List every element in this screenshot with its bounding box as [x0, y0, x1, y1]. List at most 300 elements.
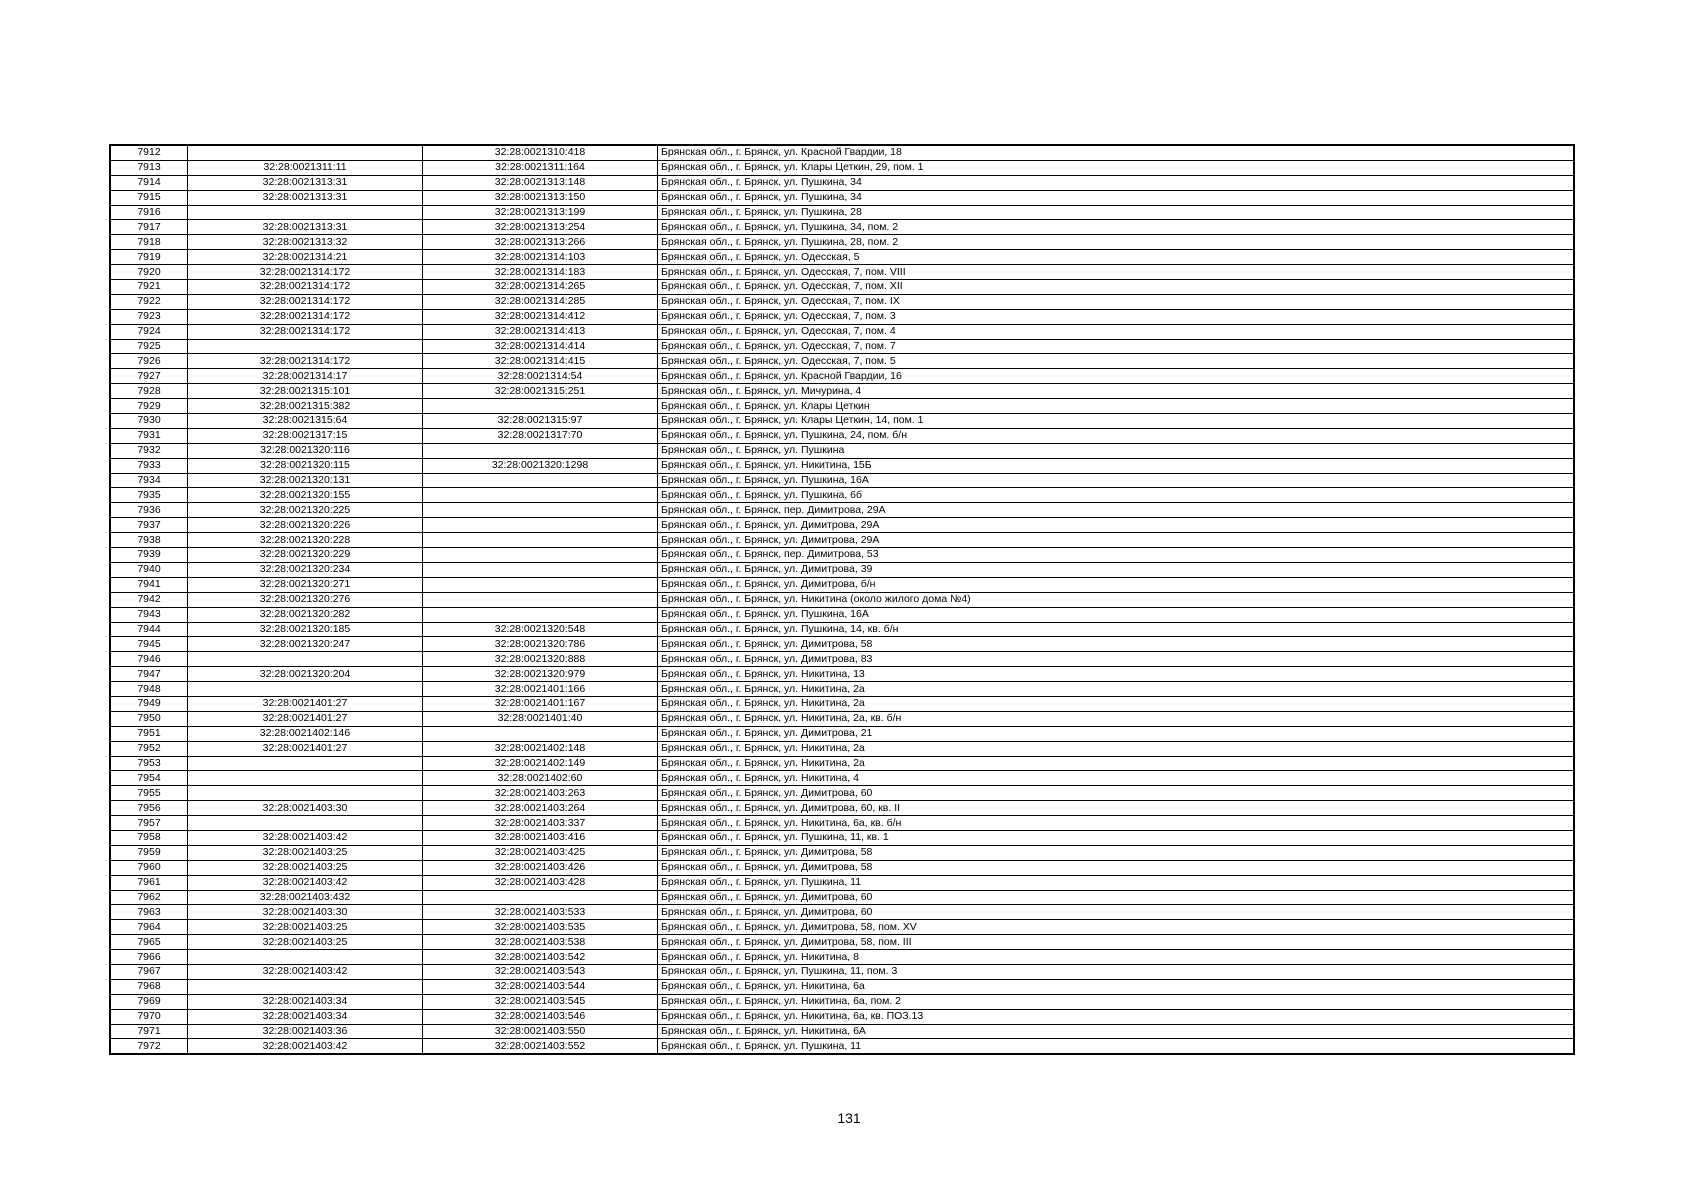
parent-cadastral-number: 32:28:0021403:34	[188, 994, 423, 1009]
parent-cadastral-number: 32:28:0021311:11	[188, 160, 423, 175]
address: Брянская обл., г. Брянск, ул. Пушкина	[658, 443, 1575, 458]
address: Брянская обл., г. Брянск, ул. Димитрова, 58	[658, 845, 1575, 860]
parent-cadastral-number: 32:28:0021320:155	[188, 488, 423, 503]
table-row	[110, 637, 1574, 652]
cadastral-number: 32:28:0021314:265	[423, 280, 658, 295]
address: Брянская обл., г. Брянск, ул. Пушкина, 11	[658, 875, 1575, 890]
row-number: 7949	[110, 696, 188, 711]
cadastral-number: 32:28:0021403:337	[423, 816, 658, 831]
parent-cadastral-number	[188, 816, 423, 831]
table-row	[110, 160, 1574, 175]
table-row	[110, 771, 1574, 786]
table-row	[110, 905, 1574, 920]
parent-cadastral-number: 32:28:0021403:25	[188, 920, 423, 935]
row-number: 7930	[110, 414, 188, 429]
row-number: 7931	[110, 428, 188, 443]
address: Брянская обл., г. Брянск, ул. Никитина, 6а, пом. 2	[658, 994, 1575, 1009]
parent-cadastral-number	[188, 771, 423, 786]
cadastral-number	[423, 592, 658, 607]
cadastral-number: 32:28:0021403:533	[423, 905, 658, 920]
parent-cadastral-number: 32:28:0021320:229	[188, 548, 423, 563]
address: Брянская обл., г. Брянск, ул. Пушкина, 11, пом. 3	[658, 964, 1575, 979]
cadastral-number: 32:28:0021403:546	[423, 1009, 658, 1024]
row-number: 7927	[110, 369, 188, 384]
row-number: 7955	[110, 786, 188, 801]
table-row	[110, 726, 1574, 741]
cadastral-number: 32:28:0021314:414	[423, 339, 658, 354]
cadastral-number: 32:28:0021313:150	[423, 190, 658, 205]
address: Брянская обл., г. Брянск, ул. Красной Гвардии, 18	[658, 145, 1575, 160]
cadastral-number: 32:28:0021403:543	[423, 964, 658, 979]
row-number: 7919	[110, 250, 188, 265]
table-row	[110, 935, 1574, 950]
address: Брянская обл., г. Брянск, ул. Никитина, 15Б	[658, 458, 1575, 473]
address: Брянская обл., г. Брянск, ул. Пушкина, 34, пом. 2	[658, 220, 1575, 235]
row-number: 7940	[110, 562, 188, 577]
address: Брянская обл., г. Брянск, ул. Димитрова, 60	[658, 905, 1575, 920]
row-number: 7964	[110, 920, 188, 935]
table-row	[110, 488, 1574, 503]
row-number: 7948	[110, 682, 188, 697]
address: Брянская обл., г. Брянск, ул. Димитрова, 29А	[658, 533, 1575, 548]
parent-cadastral-number: 32:28:0021313:31	[188, 175, 423, 190]
address: Брянская обл., г. Брянск, ул. Димитрова, 58, пом. III	[658, 935, 1575, 950]
table-row	[110, 562, 1574, 577]
address: Брянская обл., г. Брянск, ул. Димитрова, 58	[658, 637, 1575, 652]
address: Брянская обл., г. Брянск, ул. Никитина, 13	[658, 667, 1575, 682]
cadastral-number: 32:28:0021314:285	[423, 294, 658, 309]
address: Брянская обл., г. Брянск, ул. Пушкина, 34	[658, 190, 1575, 205]
parent-cadastral-number: 32:28:0021403:42	[188, 830, 423, 845]
table-row	[110, 622, 1574, 637]
parent-cadastral-number: 32:28:0021403:36	[188, 1024, 423, 1039]
table-row	[110, 369, 1574, 384]
row-number: 7936	[110, 503, 188, 518]
row-number: 7967	[110, 964, 188, 979]
parent-cadastral-number: 32:28:0021320:185	[188, 622, 423, 637]
cadastral-number: 32:28:0021314:413	[423, 324, 658, 339]
row-number: 7970	[110, 1009, 188, 1024]
parent-cadastral-number: 32:28:0021314:172	[188, 265, 423, 280]
parent-cadastral-number	[188, 205, 423, 220]
table-row	[110, 875, 1574, 890]
row-number: 7921	[110, 280, 188, 295]
address: Брянская обл., г. Брянск, пер. Димитрова, 53	[658, 548, 1575, 563]
table-row	[110, 890, 1574, 905]
address: Брянская обл., г. Брянск, ул. Никитина, 6а	[658, 979, 1575, 994]
parent-cadastral-number: 32:28:0021314:172	[188, 324, 423, 339]
parent-cadastral-number	[188, 682, 423, 697]
parent-cadastral-number: 32:28:0021315:101	[188, 384, 423, 399]
address: Брянская обл., г. Брянск, ул. Димитрова, б/н	[658, 577, 1575, 592]
row-number: 7916	[110, 205, 188, 220]
cadastral-number: 32:28:0021315:97	[423, 414, 658, 429]
parent-cadastral-number	[188, 756, 423, 771]
address: Брянская обл., г. Брянск, ул. Димитрова, 58, пом. XV	[658, 920, 1575, 935]
table-row	[110, 607, 1574, 622]
parent-cadastral-number	[188, 339, 423, 354]
table-row	[110, 399, 1574, 414]
address: Брянская обл., г. Брянск, ул. Одесская, 7, пом. 5	[658, 354, 1575, 369]
cadastral-number: 32:28:0021314:412	[423, 309, 658, 324]
address: Брянская обл., г. Брянск, ул. Одесская, 5	[658, 250, 1575, 265]
table-row	[110, 265, 1574, 280]
address: Брянская обл., г. Брянск, ул. Никитина, 2а	[658, 682, 1575, 697]
row-number: 7915	[110, 190, 188, 205]
cadastral-number	[423, 562, 658, 577]
parent-cadastral-number: 32:28:0021320:271	[188, 577, 423, 592]
address: Брянская обл., г. Брянск, ул. Пушкина, 28	[658, 205, 1575, 220]
address: Брянская обл., г. Брянск, ул. Никитина, 2а	[658, 741, 1575, 756]
cadastral-number: 32:28:0021403:550	[423, 1024, 658, 1039]
table-row	[110, 667, 1574, 682]
address: Брянская обл., г. Брянск, ул. Димитрова, 58	[658, 860, 1575, 875]
parent-cadastral-number: 32:28:0021403:42	[188, 1039, 423, 1054]
cadastral-number: 32:28:0021403:428	[423, 875, 658, 890]
row-number: 7963	[110, 905, 188, 920]
parent-cadastral-number: 32:28:0021320:115	[188, 458, 423, 473]
parent-cadastral-number: 32:28:0021320:228	[188, 533, 423, 548]
table-row	[110, 652, 1574, 667]
row-number: 7957	[110, 816, 188, 831]
cadastral-number: 32:28:0021403:542	[423, 950, 658, 965]
table-row	[110, 384, 1574, 399]
parent-cadastral-number: 32:28:0021403:25	[188, 860, 423, 875]
cadastral-number	[423, 548, 658, 563]
table-row	[110, 458, 1574, 473]
parent-cadastral-number: 32:28:0021313:32	[188, 235, 423, 250]
row-number: 7952	[110, 741, 188, 756]
table-row	[110, 235, 1574, 250]
row-number: 7934	[110, 473, 188, 488]
cadastral-number: 32:28:0021317:70	[423, 428, 658, 443]
address: Брянская обл., г. Брянск, пер. Димитрова, 29А	[658, 503, 1575, 518]
parent-cadastral-number: 32:28:0021314:17	[188, 369, 423, 384]
cadastral-number: 32:28:0021403:538	[423, 935, 658, 950]
table-row	[110, 309, 1574, 324]
cadastral-number	[423, 503, 658, 518]
table-row	[110, 592, 1574, 607]
cadastral-number: 32:28:0021320:888	[423, 652, 658, 667]
address: Брянская обл., г. Брянск, ул. Никитина (около жилого дома №4)	[658, 592, 1575, 607]
address: Брянская обл., г. Брянск, ул. Никитина, 4	[658, 771, 1575, 786]
row-number: 7962	[110, 890, 188, 905]
address: Брянская обл., г. Брянск, ул. Одесская, 7, пом. 3	[658, 309, 1575, 324]
table-row	[110, 830, 1574, 845]
parent-cadastral-number: 32:28:0021403:25	[188, 845, 423, 860]
table-row	[110, 1009, 1574, 1024]
address: Брянская обл., г. Брянск, ул. Никитина, 2а	[658, 696, 1575, 711]
table-row	[110, 414, 1574, 429]
parent-cadastral-number: 32:28:0021401:27	[188, 741, 423, 756]
parent-cadastral-number: 32:28:0021320:225	[188, 503, 423, 518]
row-number: 7924	[110, 324, 188, 339]
cadastral-number: 32:28:0021403:416	[423, 830, 658, 845]
table-row	[110, 845, 1574, 860]
cadastral-table	[109, 144, 1575, 1055]
parent-cadastral-number	[188, 979, 423, 994]
row-number: 7922	[110, 294, 188, 309]
table-row	[110, 354, 1574, 369]
parent-cadastral-number: 32:28:0021314:172	[188, 354, 423, 369]
row-number: 7932	[110, 443, 188, 458]
row-number: 7917	[110, 220, 188, 235]
row-number: 7923	[110, 309, 188, 324]
address: Брянская обл., г. Брянск, ул. Одесская, 7, пом. XII	[658, 280, 1575, 295]
parent-cadastral-number: 32:28:0021320:234	[188, 562, 423, 577]
address: Брянская обл., г. Брянск, ул. Одесская, 7, пом. VIII	[658, 265, 1575, 280]
row-number: 7925	[110, 339, 188, 354]
cadastral-number	[423, 890, 658, 905]
table-row	[110, 339, 1574, 354]
parent-cadastral-number: 32:28:0021314:21	[188, 250, 423, 265]
cadastral-number: 32:28:0021313:148	[423, 175, 658, 190]
parent-cadastral-number: 32:28:0021403:432	[188, 890, 423, 905]
table-row	[110, 1039, 1574, 1054]
parent-cadastral-number	[188, 652, 423, 667]
parent-cadastral-number: 32:28:0021402:146	[188, 726, 423, 741]
address: Брянская обл., г. Брянск, ул. Димитрова, 29А	[658, 518, 1575, 533]
cadastral-number: 32:28:0021402:148	[423, 741, 658, 756]
parent-cadastral-number: 32:28:0021317:15	[188, 428, 423, 443]
parent-cadastral-number	[188, 145, 423, 160]
row-number: 7958	[110, 830, 188, 845]
cadastral-number: 32:28:0021401:40	[423, 711, 658, 726]
address: Брянская обл., г. Брянск, ул. Пушкина, 11, кв. 1	[658, 830, 1575, 845]
parent-cadastral-number: 32:28:0021403:25	[188, 935, 423, 950]
row-number: 7960	[110, 860, 188, 875]
cadastral-number: 32:28:0021313:266	[423, 235, 658, 250]
table-row	[110, 443, 1574, 458]
parent-cadastral-number: 32:28:0021320:282	[188, 607, 423, 622]
parent-cadastral-number: 32:28:0021313:31	[188, 190, 423, 205]
address: Брянская обл., г. Брянск, ул. Пушкина, 11	[658, 1039, 1575, 1054]
table-row	[110, 964, 1574, 979]
parent-cadastral-number: 32:28:0021320:131	[188, 473, 423, 488]
address: Брянская обл., г. Брянск, ул. Клары Цеткин, 29, пом. 1	[658, 160, 1575, 175]
parent-cadastral-number	[188, 950, 423, 965]
table-row	[110, 428, 1574, 443]
row-number: 7928	[110, 384, 188, 399]
table-row	[110, 294, 1574, 309]
cadastral-number: 32:28:0021320:979	[423, 667, 658, 682]
cadastral-number: 32:28:0021313:199	[423, 205, 658, 220]
table-row	[110, 756, 1574, 771]
cadastral-number	[423, 607, 658, 622]
row-number: 7961	[110, 875, 188, 890]
table-row	[110, 920, 1574, 935]
table-row	[110, 682, 1574, 697]
cadastral-number: 32:28:0021320:1298	[423, 458, 658, 473]
table-row	[110, 175, 1574, 190]
row-number: 7947	[110, 667, 188, 682]
cadastral-number: 32:28:0021403:425	[423, 845, 658, 860]
table-row	[110, 816, 1574, 831]
cadastral-number: 32:28:0021403:545	[423, 994, 658, 1009]
row-number: 7954	[110, 771, 188, 786]
parent-cadastral-number: 32:28:0021320:204	[188, 667, 423, 682]
address: Брянская обл., г. Брянск, ул. Одесская, 7, пом. 7	[658, 339, 1575, 354]
cadastral-number: 32:28:0021310:418	[423, 145, 658, 160]
parent-cadastral-number: 32:28:0021313:31	[188, 220, 423, 235]
parent-cadastral-number: 32:28:0021320:116	[188, 443, 423, 458]
table-row	[110, 801, 1574, 816]
row-number: 7914	[110, 175, 188, 190]
row-number: 7950	[110, 711, 188, 726]
row-number: 7913	[110, 160, 188, 175]
parent-cadastral-number: 32:28:0021320:226	[188, 518, 423, 533]
parent-cadastral-number: 32:28:0021314:172	[188, 280, 423, 295]
address: Брянская обл., г. Брянск, ул. Димитрова, 21	[658, 726, 1575, 741]
cadastral-number: 32:28:0021315:251	[423, 384, 658, 399]
cadastral-number	[423, 726, 658, 741]
address: Брянская обл., г. Брянск, ул. Клары Цеткин	[658, 399, 1575, 414]
row-number: 7937	[110, 518, 188, 533]
row-number: 7920	[110, 265, 188, 280]
cadastral-number: 32:28:0021314:54	[423, 369, 658, 384]
row-number: 7943	[110, 607, 188, 622]
row-number: 7926	[110, 354, 188, 369]
parent-cadastral-number: 32:28:0021403:30	[188, 801, 423, 816]
parent-cadastral-number: 32:28:0021315:382	[188, 399, 423, 414]
table-row	[110, 473, 1574, 488]
address: Брянская обл., г. Брянск, ул. Димитрова, 60	[658, 890, 1575, 905]
address: Брянская обл., г. Брянск, ул. Никитина, 8	[658, 950, 1575, 965]
cadastral-number	[423, 473, 658, 488]
parent-cadastral-number: 32:28:0021315:64	[188, 414, 423, 429]
table-row	[110, 786, 1574, 801]
table-row	[110, 205, 1574, 220]
table-row	[110, 190, 1574, 205]
table-row	[110, 741, 1574, 756]
row-number: 7968	[110, 979, 188, 994]
cadastral-number: 32:28:0021401:167	[423, 696, 658, 711]
cadastral-number	[423, 533, 658, 548]
table-row	[110, 950, 1574, 965]
row-number: 7935	[110, 488, 188, 503]
table-row	[110, 994, 1574, 1009]
cadastral-number: 32:28:0021314:183	[423, 265, 658, 280]
cadastral-number: 32:28:0021403:552	[423, 1039, 658, 1054]
cadastral-number: 32:28:0021314:415	[423, 354, 658, 369]
cadastral-number: 32:28:0021402:149	[423, 756, 658, 771]
table-row	[110, 979, 1574, 994]
table-row	[110, 696, 1574, 711]
cadastral-number	[423, 399, 658, 414]
row-number: 7965	[110, 935, 188, 950]
row-number: 7971	[110, 1024, 188, 1039]
table-row	[110, 711, 1574, 726]
address: Брянская обл., г. Брянск, ул. Пушкина, 16А	[658, 607, 1575, 622]
parent-cadastral-number: 32:28:0021401:27	[188, 696, 423, 711]
cadastral-number: 32:28:0021403:535	[423, 920, 658, 935]
row-number: 7953	[110, 756, 188, 771]
table-body	[110, 145, 1574, 1054]
cadastral-number: 32:28:0021320:786	[423, 637, 658, 652]
cadastral-number: 32:28:0021313:254	[423, 220, 658, 235]
row-number: 7941	[110, 577, 188, 592]
row-number: 7944	[110, 622, 188, 637]
table-row	[110, 324, 1574, 339]
table-row	[110, 577, 1574, 592]
table-row	[110, 280, 1574, 295]
parent-cadastral-number: 32:28:0021403:42	[188, 964, 423, 979]
parent-cadastral-number: 32:28:0021314:172	[188, 294, 423, 309]
parent-cadastral-number: 32:28:0021401:27	[188, 711, 423, 726]
cadastral-number: 32:28:0021311:164	[423, 160, 658, 175]
row-number: 7939	[110, 548, 188, 563]
row-number: 7912	[110, 145, 188, 160]
address: Брянская обл., г. Брянск, ул. Никитина, 6а, кв. б/н	[658, 816, 1575, 831]
address: Брянская обл., г. Брянск, ул. Клары Цеткин, 14, пом. 1	[658, 414, 1575, 429]
row-number: 7959	[110, 845, 188, 860]
table-row	[110, 518, 1574, 533]
table-row	[110, 250, 1574, 265]
row-number: 7966	[110, 950, 188, 965]
cadastral-number	[423, 518, 658, 533]
page-number: 131	[837, 1110, 861, 1126]
address: Брянская обл., г. Брянск, ул. Никитина, 2а	[658, 756, 1575, 771]
address: Брянская обл., г. Брянск, ул. Пушкина, 28, пом. 2	[658, 235, 1575, 250]
cadastral-number: 32:28:0021314:103	[423, 250, 658, 265]
parent-cadastral-number: 32:28:0021403:42	[188, 875, 423, 890]
parent-cadastral-number	[188, 786, 423, 801]
parent-cadastral-number: 32:28:0021320:276	[188, 592, 423, 607]
table-row	[110, 145, 1574, 160]
address: Брянская обл., г. Брянск, ул. Никитина, 6а, кв. ПОЗ.13	[658, 1009, 1575, 1024]
cadastral-number: 32:28:0021403:264	[423, 801, 658, 816]
address: Брянская обл., г. Брянск, ул. Димитрова, 60, кв. II	[658, 801, 1575, 816]
table-row	[110, 860, 1574, 875]
row-number: 7956	[110, 801, 188, 816]
cadastral-number	[423, 488, 658, 503]
address: Брянская обл., г. Брянск, ул. Пушкина, 14, кв. б/н	[658, 622, 1575, 637]
row-number: 7945	[110, 637, 188, 652]
address: Брянская обл., г. Брянск, ул. Красной Гвардии, 16	[658, 369, 1575, 384]
address: Брянская обл., г. Брянск, ул. Пушкина, 16А	[658, 473, 1575, 488]
row-number: 7946	[110, 652, 188, 667]
address: Брянская обл., г. Брянск, ул. Димитрова, 39	[658, 562, 1575, 577]
cadastral-number: 32:28:0021402:60	[423, 771, 658, 786]
address: Брянская обл., г. Брянск, ул. Пушкина, 6б	[658, 488, 1575, 503]
row-number: 7938	[110, 533, 188, 548]
parent-cadastral-number: 32:28:0021403:34	[188, 1009, 423, 1024]
row-number: 7942	[110, 592, 188, 607]
address: Брянская обл., г. Брянск, ул. Одесская, 7, пом. IX	[658, 294, 1575, 309]
cadastral-number: 32:28:0021320:548	[423, 622, 658, 637]
row-number: 7933	[110, 458, 188, 473]
row-number: 7972	[110, 1039, 188, 1054]
address: Брянская обл., г. Брянск, ул. Никитина, 2а, кв. б/н	[658, 711, 1575, 726]
address: Брянская обл., г. Брянск, ул. Никитина, 6А	[658, 1024, 1575, 1039]
parent-cadastral-number: 32:28:0021403:30	[188, 905, 423, 920]
address: Брянская обл., г. Брянск, ул. Димитрова, 60	[658, 786, 1575, 801]
parent-cadastral-number: 32:28:0021320:247	[188, 637, 423, 652]
table-row	[110, 1024, 1574, 1039]
cadastral-number	[423, 443, 658, 458]
address: Брянская обл., г. Брянск, ул. Мичурина, 4	[658, 384, 1575, 399]
address: Брянская обл., г. Брянск, ул. Пушкина, 24, пом. б/н	[658, 428, 1575, 443]
row-number: 7918	[110, 235, 188, 250]
row-number: 7969	[110, 994, 188, 1009]
address: Брянская обл., г. Брянск, ул. Одесская, 7, пом. 4	[658, 324, 1575, 339]
address: Брянская обл., г. Брянск, ул. Димитрова, 83	[658, 652, 1575, 667]
table-row	[110, 533, 1574, 548]
row-number: 7929	[110, 399, 188, 414]
address: Брянская обл., г. Брянск, ул. Пушкина, 34	[658, 175, 1575, 190]
cadastral-number	[423, 577, 658, 592]
table-row	[110, 503, 1574, 518]
